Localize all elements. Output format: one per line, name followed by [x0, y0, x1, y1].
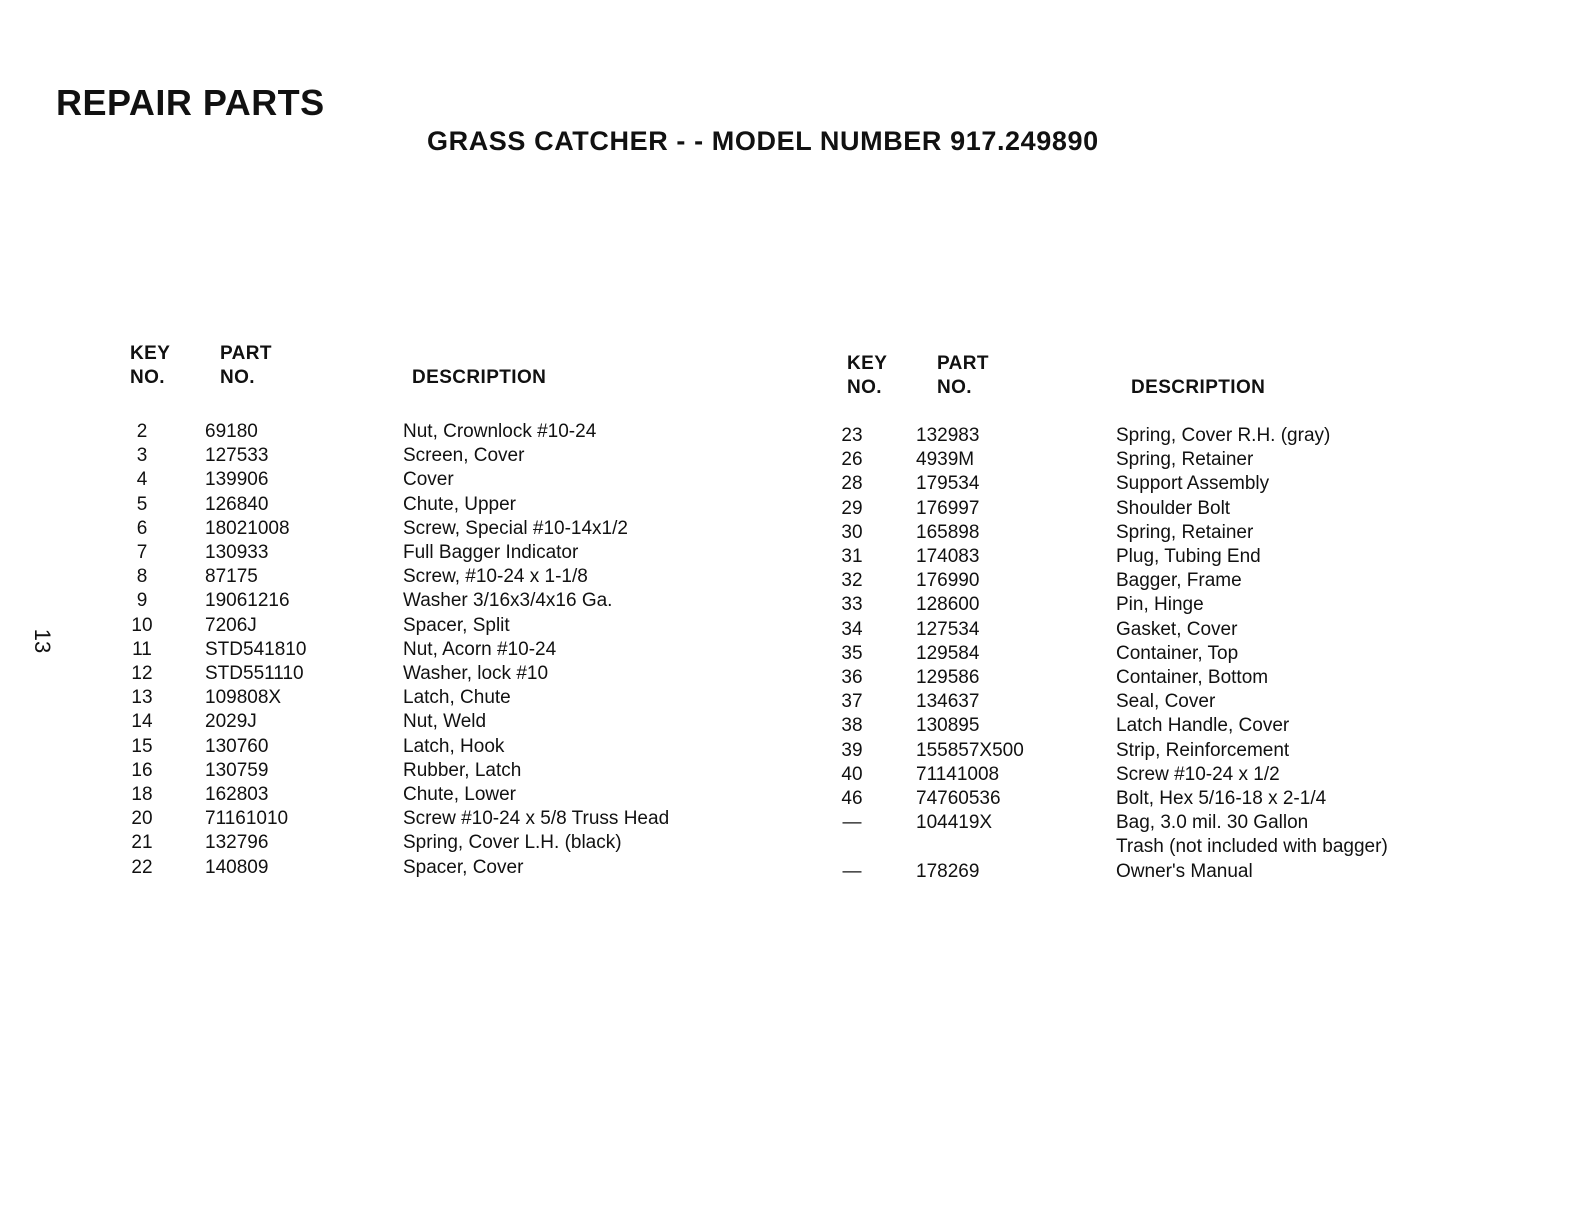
- right-table-part-no: 155857X500: [916, 739, 1024, 761]
- right-table-row: [0, 787, 1572, 811]
- right-table-key-no: 34: [841, 618, 863, 640]
- right-table-key-no: 29: [841, 497, 863, 519]
- right-table-part-no: 104419X: [916, 812, 993, 834]
- right-header-part: [937, 352, 989, 400]
- left-table-part-no: 87175: [205, 566, 258, 588]
- left-table-description: Washer, lock #10: [403, 663, 549, 684]
- right-table-key-no: 39: [841, 739, 863, 761]
- right-table-row: [0, 642, 1572, 666]
- right-header-key-line1: KEY: [847, 353, 888, 374]
- right-table-row: [0, 545, 1572, 569]
- right-table-row: [0, 569, 1572, 593]
- left-table-part-no: 140809: [205, 856, 269, 878]
- right-table-row: [0, 714, 1572, 738]
- left-table-key-no: 6: [136, 517, 148, 539]
- left-table-key-no: 15: [131, 735, 153, 757]
- page-number: 13: [30, 628, 56, 654]
- left-table-key-no: 22: [131, 856, 153, 878]
- right-table-description: Container, Top: [1116, 642, 1239, 664]
- right-table-key-no: 28: [841, 473, 863, 495]
- left-table-key-no: 2: [136, 421, 148, 442]
- right-table-part-no: 179534: [916, 473, 980, 495]
- left-table-description: Latch, Hook: [403, 735, 505, 757]
- right-table-row: [0, 811, 1572, 835]
- right-table-row: [0, 690, 1572, 714]
- right-table-part-no: 132983: [916, 425, 980, 446]
- right-header-part-line2: NO.: [937, 377, 972, 398]
- right-table-description: Gasket, Cover: [1116, 618, 1238, 640]
- right-table-part-no: 127534: [916, 618, 980, 640]
- left-header-description: DESCRIPTION: [412, 367, 547, 388]
- right-table-part-no: 174083: [916, 546, 980, 567]
- right-table-part-no: 134637: [916, 691, 980, 713]
- right-table-key-no: 46: [841, 788, 863, 809]
- right-table-row: [0, 521, 1572, 545]
- right-table-description: Seal, Cover: [1116, 691, 1216, 713]
- right-table-row: [0, 618, 1572, 642]
- right-table-description: Shoulder Bolt: [1116, 497, 1231, 519]
- right-header-key: [847, 352, 887, 400]
- left-table-key-no: 14: [131, 711, 153, 733]
- left-table-description: Nut, Acorn #10-24: [403, 638, 557, 660]
- left-table-key-no: 16: [131, 759, 153, 781]
- right-table-key-no: 32: [841, 570, 863, 592]
- left-table-description: Screen, Cover: [403, 445, 525, 467]
- left-header-key-line1: KEY: [130, 343, 171, 364]
- left-table-description: Rubber, Latch: [403, 759, 522, 781]
- right-table-description: Screw #10-24 x 1/2: [1116, 763, 1280, 785]
- right-table-description: Trash (not included with bagger): [1116, 836, 1388, 858]
- right-header-part-line1: PART: [937, 353, 989, 374]
- right-table-description: Spring, Retainer: [1116, 449, 1254, 471]
- left-table-description: Nut, Crownlock #10-24: [403, 421, 597, 442]
- left-table-key-no: 3: [136, 445, 148, 467]
- right-table-row: [0, 472, 1572, 496]
- right-table-description: Bolt, Hex 5/16-18 x 2-1/4: [1116, 788, 1327, 809]
- right-table-row: [0, 739, 1572, 763]
- right-table-row: [0, 860, 1572, 884]
- page-subtitle: GRASS CATCHER - - MODEL NUMBER 917.249890: [427, 126, 1099, 156]
- left-table-part-no: 109808X: [205, 687, 282, 709]
- left-table-part-no: 127533: [205, 445, 269, 467]
- right-table-description: Strip, Reinforcement: [1116, 739, 1290, 761]
- left-table-description: Spring, Cover L.H. (black): [403, 832, 622, 854]
- left-table-key-no: 4: [136, 469, 148, 491]
- left-table-part-no: 69180: [205, 421, 258, 442]
- right-table-row: [0, 424, 1572, 448]
- left-table-part-no: 18021008: [205, 517, 290, 539]
- left-table-description: Chute, Upper: [403, 493, 517, 515]
- left-table-key-no: 9: [136, 590, 148, 612]
- left-table-key-no: 8: [136, 566, 148, 588]
- right-table-description: Pin, Hinge: [1116, 594, 1204, 616]
- right-table-key-no: 30: [841, 521, 863, 543]
- left-table-description: Spacer, Cover: [403, 856, 524, 878]
- left-table-description: Chute, Lower: [403, 784, 517, 805]
- left-table-part-no: 130759: [205, 759, 269, 781]
- left-table-part-no: 130760: [205, 735, 269, 757]
- right-table-part-no: 74760536: [916, 788, 1001, 809]
- left-header-part: [220, 342, 272, 390]
- right-table-description: Container, Bottom: [1116, 667, 1269, 688]
- right-table-part-no: 178269: [916, 860, 980, 882]
- left-table-part-no: 2029J: [205, 711, 257, 733]
- left-table-description: Screw #10-24 x 5/8 Truss Head: [403, 808, 670, 830]
- left-table-part-no: 130933: [205, 542, 269, 563]
- right-table-key-no: 40: [841, 763, 863, 785]
- left-table-key-no: 7: [136, 542, 148, 563]
- left-table-part-no: 162803: [205, 784, 269, 805]
- left-table-part-no: 139906: [205, 469, 269, 491]
- left-table-key-no: 11: [132, 638, 152, 660]
- left-table-description: Nut, Weld: [403, 711, 487, 733]
- left-table-description: Full Bagger Indicator: [403, 542, 579, 563]
- left-table-description: Screw, Special #10-14x1/2: [403, 517, 628, 539]
- right-table-description: Owner's Manual: [1116, 860, 1253, 882]
- left-table-description: Spacer, Split: [403, 614, 510, 636]
- right-table-row: [0, 763, 1572, 787]
- right-table-description: Spring, Retainer: [1116, 521, 1254, 543]
- right-table-key-no: 23: [841, 425, 863, 446]
- left-table-description: Latch, Chute: [403, 687, 511, 709]
- right-table-row: [0, 448, 1572, 472]
- right-table-part-no: 130895: [916, 715, 980, 737]
- right-table-key-no: —: [842, 812, 862, 834]
- left-table-part-no: 126840: [205, 493, 269, 515]
- right-table-part-no: 165898: [916, 521, 980, 543]
- page-title: REPAIR PARTS: [56, 82, 325, 123]
- left-table-description: Washer 3/16x3/4x16 Ga.: [403, 590, 613, 612]
- right-table-key-no: 36: [841, 667, 863, 688]
- left-table-part-no: 71161010: [205, 808, 289, 830]
- right-table-key-no: 38: [841, 715, 863, 737]
- right-table-description: Bagger, Frame: [1116, 570, 1242, 592]
- left-header-key: [130, 342, 170, 390]
- right-table-description: Plug, Tubing End: [1116, 546, 1261, 567]
- right-table-description: Bag, 3.0 mil. 30 Gallon: [1116, 812, 1309, 834]
- right-header-description: DESCRIPTION: [1131, 377, 1266, 398]
- left-table-key-no: 18: [131, 784, 153, 805]
- left-table-key-no: 12: [131, 663, 153, 684]
- left-table-key-no: 5: [136, 493, 148, 515]
- left-table-description: Screw, #10-24 x 1-1/8: [403, 566, 588, 588]
- left-table-part-no: STD541810: [205, 638, 307, 660]
- right-table-row: [0, 497, 1572, 521]
- right-table-description: Spring, Cover R.H. (gray): [1116, 425, 1331, 446]
- left-table-part-no: 7206J: [205, 614, 257, 636]
- right-table-part-no: 129584: [916, 642, 980, 664]
- left-table-part-no: STD551110: [205, 663, 304, 684]
- left-header-key-line2: NO.: [130, 367, 165, 388]
- right-table-part-no: 176990: [916, 570, 980, 592]
- left-table-key-no: 13: [131, 687, 153, 709]
- right-table-part-no: 4939M: [916, 449, 975, 471]
- right-table-description: Support Assembly: [1116, 473, 1270, 495]
- right-table-row: [0, 593, 1572, 617]
- right-table-part-no: 128600: [916, 594, 980, 616]
- left-table-description: Cover: [403, 469, 454, 491]
- right-table-row: [0, 835, 1572, 859]
- left-table-part-no: 19061216: [205, 590, 290, 612]
- right-table-key-no: 35: [841, 642, 863, 664]
- left-header-part-line2: NO.: [220, 367, 255, 388]
- right-table-key-no: 26: [841, 449, 863, 471]
- right-table-key-no: 37: [841, 691, 863, 713]
- right-table-key-no: —: [842, 860, 862, 882]
- right-table-part-no: 176997: [916, 497, 980, 519]
- left-header-part-line1: PART: [220, 343, 272, 364]
- right-table-part-no: 71141008: [916, 763, 1000, 785]
- left-table-part-no: 132796: [205, 832, 269, 854]
- right-table-key-no: 31: [841, 546, 863, 567]
- left-table-key-no: 20: [131, 808, 153, 830]
- left-table-key-no: 21: [131, 832, 153, 854]
- left-table-key-no: 10: [131, 614, 153, 636]
- right-table-description: Latch Handle, Cover: [1116, 715, 1290, 737]
- right-header-key-line2: NO.: [847, 377, 882, 398]
- right-table-part-no: 129586: [916, 667, 980, 688]
- right-table-key-no: 33: [841, 594, 863, 616]
- right-table-row: [0, 666, 1572, 690]
